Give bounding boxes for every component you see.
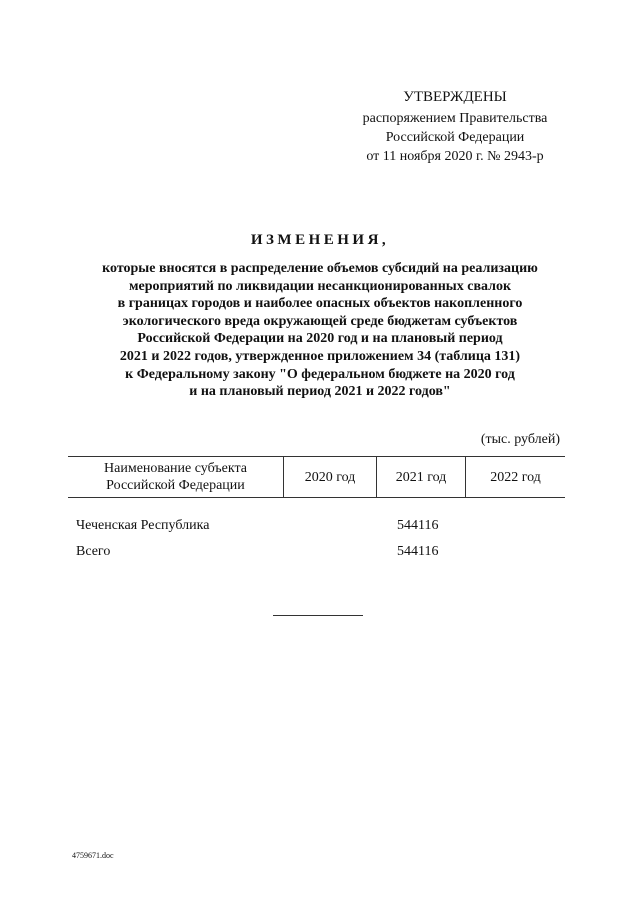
- header-2021: 2021 год: [377, 457, 466, 497]
- approval-line-1: распоряжением Правительства: [362, 111, 548, 126]
- approval-line-2: Российской Федерации: [385, 130, 525, 145]
- header-2020: 2020 год: [284, 457, 377, 497]
- table-row: [76, 518, 576, 538]
- units-note: (тыс. рублей): [480, 432, 560, 447]
- header-subject: [68, 457, 284, 497]
- row-value-2021: 544116: [397, 518, 439, 533]
- subtitle-line-1: которые вносятся в распределение объемов субсидий на реализацию: [102, 261, 538, 276]
- subtitle-line-7: к Федеральному закону "О федеральном бюджете на 2020 год: [125, 366, 515, 382]
- subtitle-line-4: экологического вреда окружающей среде бюджетам субъектов: [122, 313, 518, 329]
- footer-filename: 4759671.doc: [72, 851, 114, 860]
- end-divider: [273, 615, 363, 616]
- header-subject-line-2: Российской Федерации: [106, 478, 245, 493]
- row-total-value-2021: 544116: [397, 544, 439, 559]
- row-total-label: Всего: [76, 544, 111, 559]
- approval-line-3: от 11 ноября 2020 г. № 2943-р: [366, 149, 544, 164]
- document-title: ИЗМЕНЕНИЯ,: [250, 232, 390, 248]
- table-header: [68, 456, 565, 498]
- table-row-total: [76, 544, 576, 564]
- subtitle-line-8: и на плановый период 2021 и 2022 годов": [189, 384, 451, 400]
- header-2022: 2022 год: [490, 469, 541, 485]
- subtitle-line-2: мероприятий по ликвидации несанкционированных свалок: [128, 278, 512, 294]
- subtitle-line-3: в границах городов и наиболее опасных объектов накопленного: [117, 296, 523, 312]
- row-subject-name: Чеченская Республика: [76, 518, 210, 533]
- approval-block: [340, 88, 570, 166]
- document-subtitle: [60, 260, 580, 401]
- subtitle-line-6: 2021 и 2022 годов, утвержденное приложением 34 (таблица 131): [119, 348, 521, 364]
- header-subject-line-1: Наименование субъекта: [104, 461, 247, 476]
- approval-heading: УТВЕРЖДЕНЫ: [403, 89, 507, 105]
- subtitle-line-5: Российской Федерации на 2020 год и на плановый период: [137, 331, 503, 347]
